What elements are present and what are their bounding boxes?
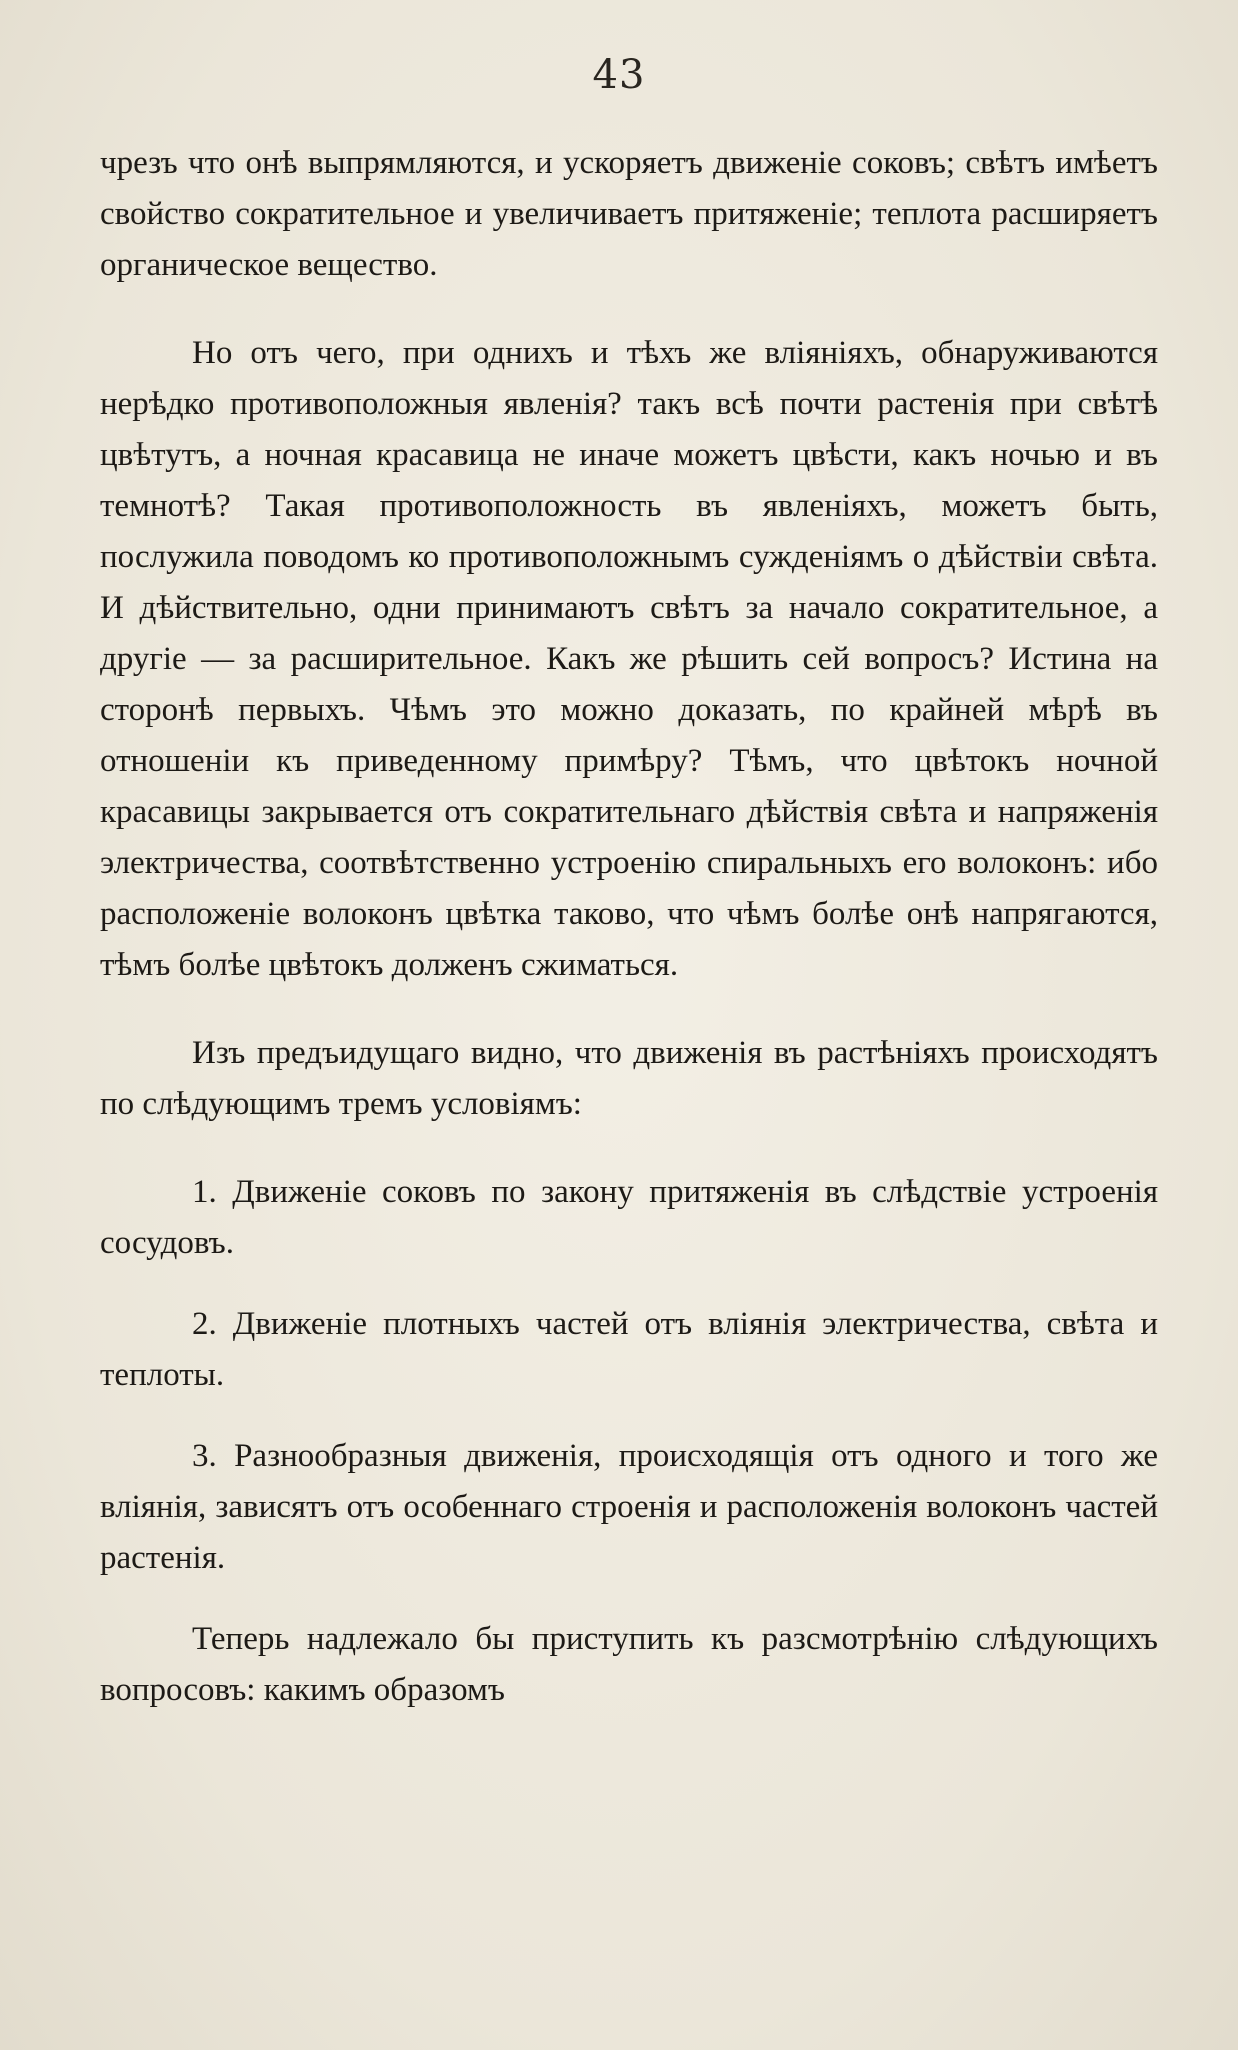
paragraph-continuation: чрезъ что онѣ выпрямляются, и ускоряетъ движеніе соковъ; свѣтъ имѣетъ свойство сократительное и увеличиваетъ притяженіе; теплота расширяетъ органическое вещество. <box>100 145 1158 283</box>
paragraph-conditions-intro: Изъ предъидущаго видно, что движенія въ растѣніяхъ происходятъ по слѣдующимъ тремъ условіямъ: <box>100 1035 1158 1122</box>
list-item-condition-3: 3. Разнообразныя движенія, происходящія отъ одного и того же вліянія, зависятъ отъ особеннаго строенія и расположенія волоконъ частей растенія. <box>100 1438 1158 1576</box>
paragraph-night-beauty: Но отъ чего, при однихъ и тѣхъ же вліяніяхъ, обнаруживаются нерѣдко противоположныя явленія? такъ всѣ почти растенія при свѣтѣ цвѣтутъ, а ночная красавица не иначе можетъ цвѣсти, какъ ночью и въ темнотѣ? Такая противоположность въ явленіяхъ, можетъ быть, послужила поводомъ ко противоположнымъ сужденіямъ о дѣйствіи свѣта. И дѣйствительно, одни принимаютъ свѣтъ за начало сократительное, а другіе — за расширительное. Какъ же рѣшить сей вопросъ? Истина на сторонѣ первыхъ. Чѣмъ это можно доказать, по крайней мѣрѣ въ отношеніи къ приведенному примѣру? Тѣмъ, что цвѣтокъ ночной красавицы закрывается отъ сократительнаго дѣйствія свѣта и напряженія электричества, соотвѣтственно устроенію спиральныхъ его волоконъ: ибо расположеніе волоконъ цвѣтка таково, что чѣмъ болѣе онѣ напрягаются, тѣмъ болѣе цвѣтокъ долженъ сжиматься. <box>100 335 1158 983</box>
page-body <box>100 138 1158 1716</box>
list-item-condition-1: 1. Движеніе соковъ по закону притяженія въ слѣдствіе устроенія сосудовъ. <box>100 1174 1158 1261</box>
paragraph-next-questions: Теперь надлежало бы приступить къ разсмотрѣнію слѣдующихъ вопросовъ: какимъ образомъ <box>100 1621 1158 1708</box>
list-item-condition-2: 2. Движеніе плотныхъ частей отъ вліянія электричества, свѣта и теплоты. <box>100 1306 1158 1393</box>
page-number: 43 <box>592 52 646 98</box>
